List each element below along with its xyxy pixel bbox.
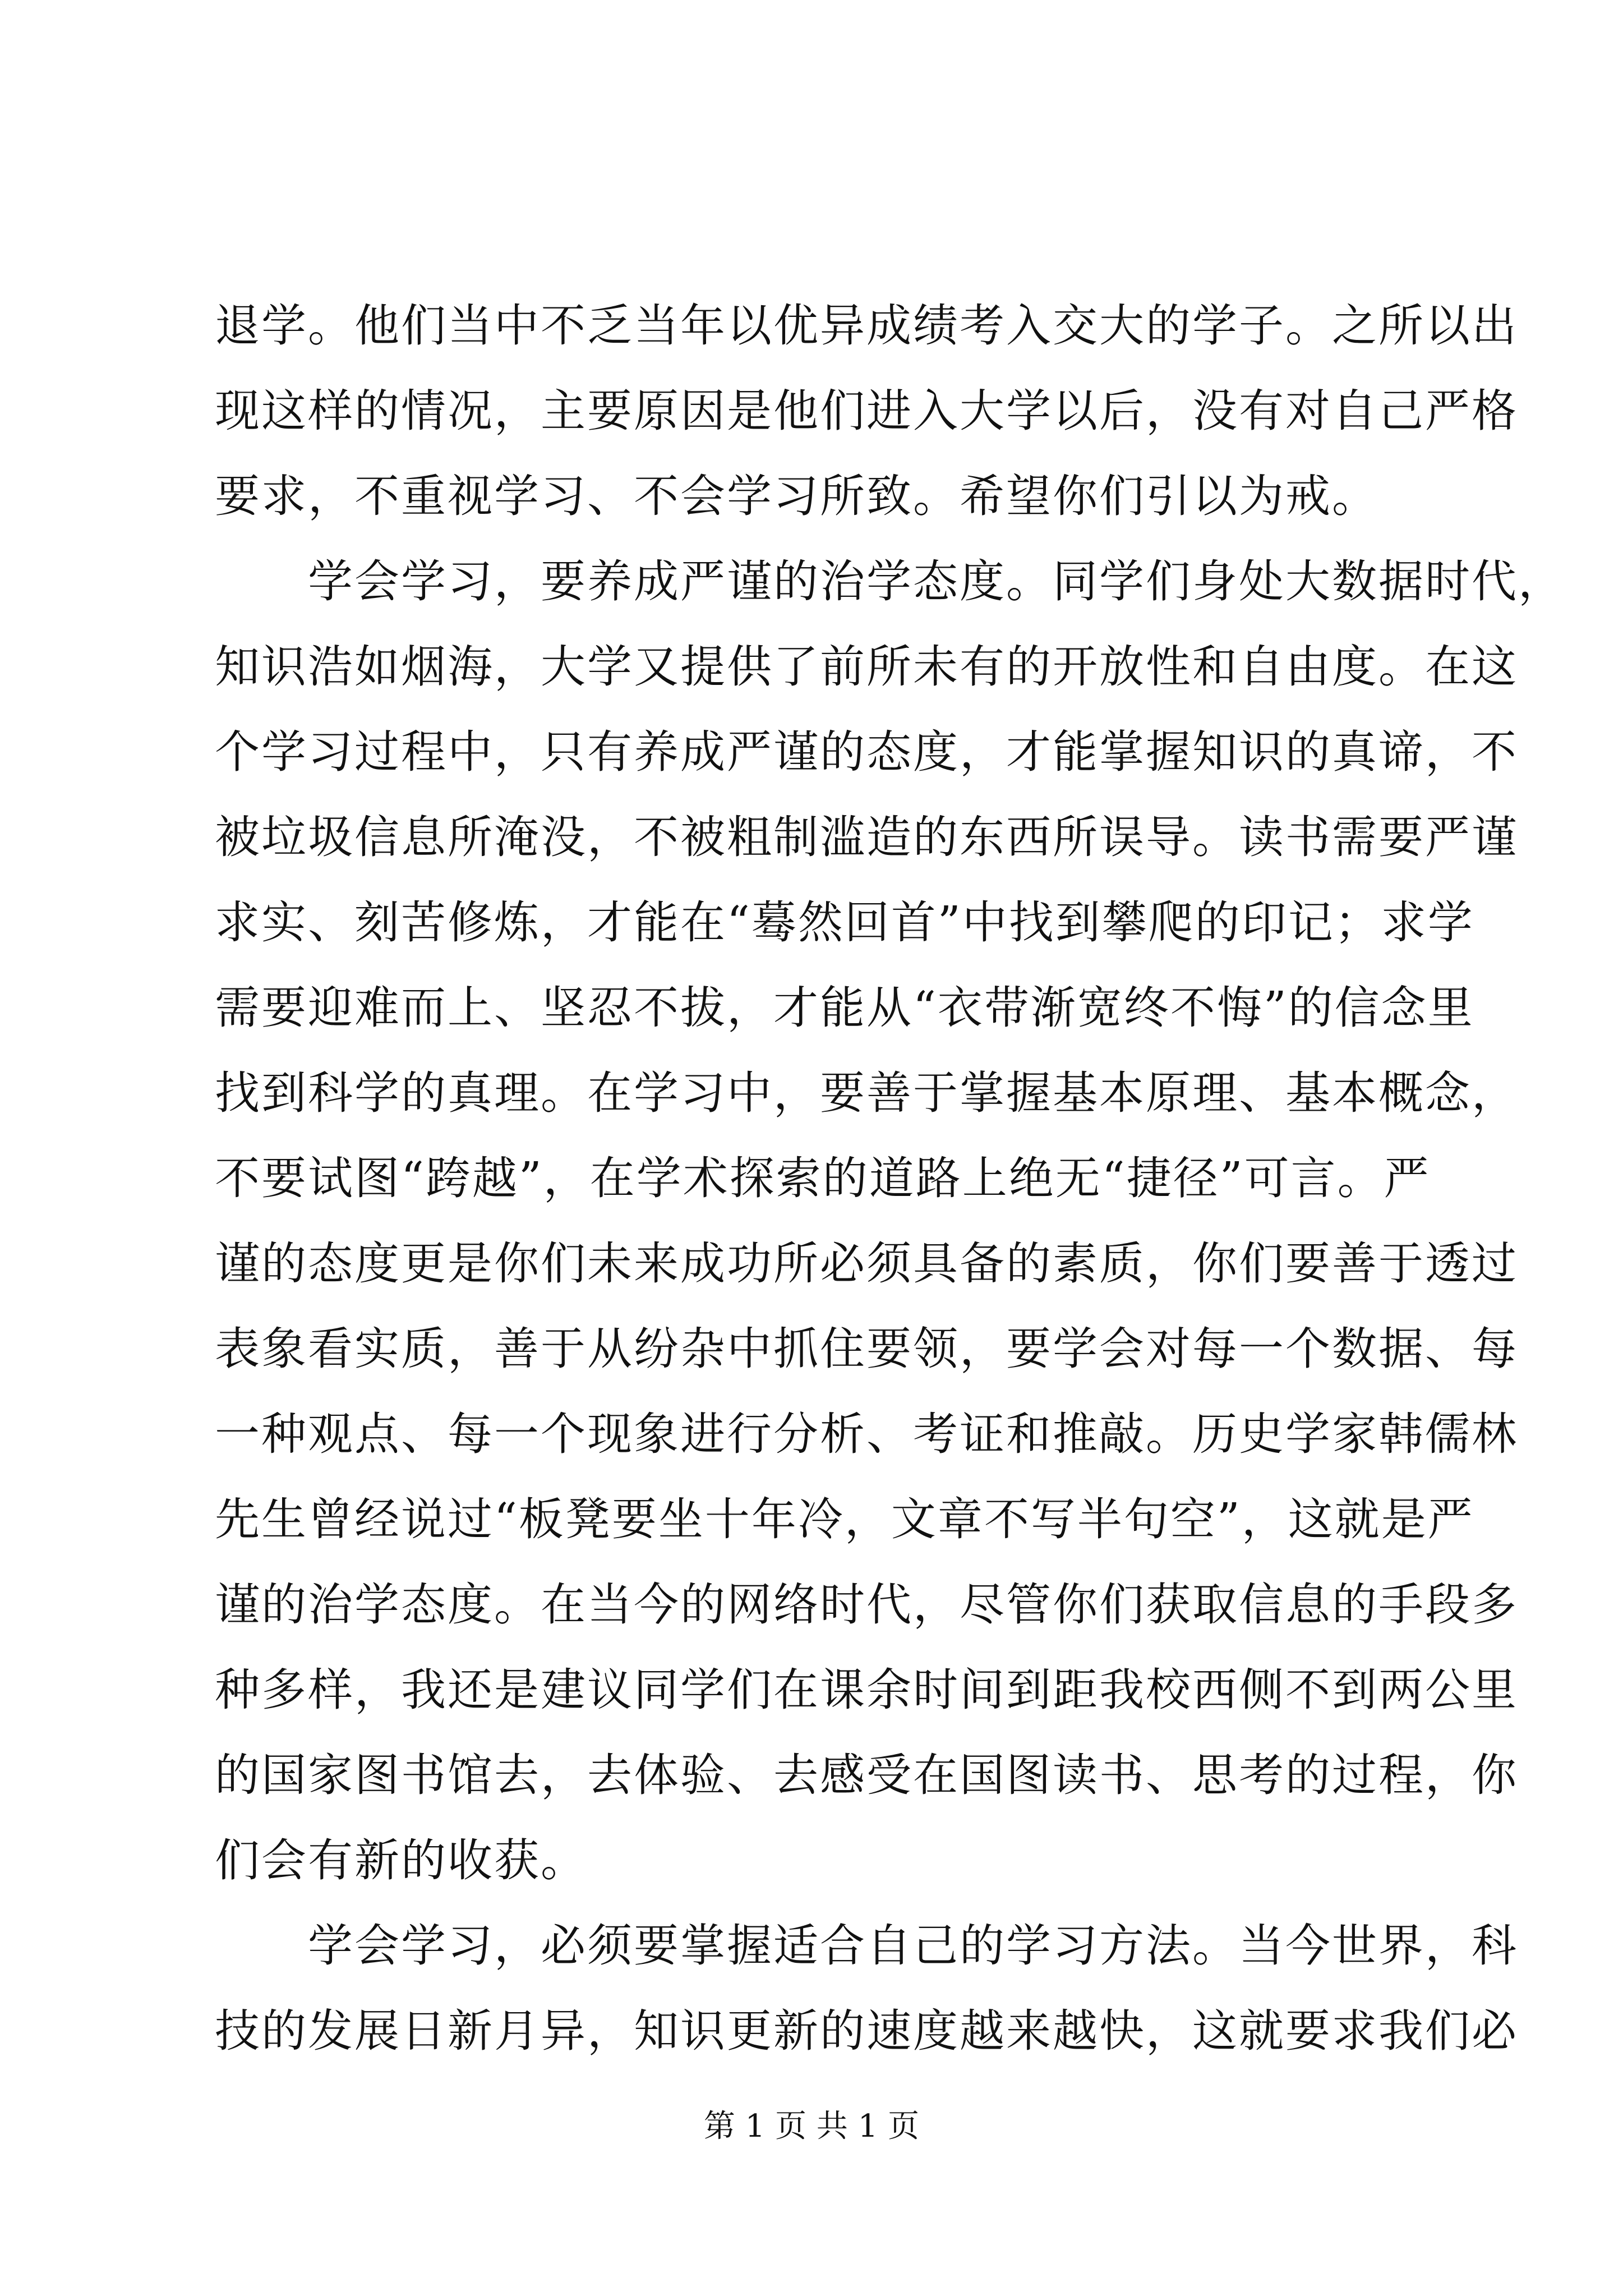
text-line: 要求，不重视学习、不会学习所致。希望你们引以为戒。 xyxy=(215,470,1378,522)
text-line: 们会有新的收获。 xyxy=(215,1834,587,1887)
text-line: 先生曾经说过“板凳要坐十年冷，文章不写半句空”，这就是严 xyxy=(215,1493,1474,1545)
text-line: 不要试图“跨越”，在学术探索的道路上绝无“捷径”可言。严 xyxy=(215,1152,1431,1204)
body-text xyxy=(215,283,1565,2074)
text-line: 的国家图书馆去，去体验、去感受在国图读书、思考的过程，你 xyxy=(215,1749,1518,1801)
text-line: 种多样，我还是建议同学们在课余时间到距我校西侧不到两公里 xyxy=(215,1664,1518,1716)
text-line: 个学习过程中，只有养成严谨的态度，才能掌握知识的真谛，不 xyxy=(215,726,1518,778)
text-line: 被垃圾信息所淹没，不被粗制滥造的东西所误导。读书需要严谨 xyxy=(215,811,1518,863)
text-line: 求实、刻苦修炼，才能在“蓦然回首”中找到攀爬的印记；求学 xyxy=(215,896,1474,949)
text-line: 退学。他们当中不乏当年以优异成绩考入交大的学子。之所以出 xyxy=(215,300,1518,352)
text-line: 需要迎难而上、坚忍不拔，才能从“衣带渐宽终不悔”的信念里 xyxy=(215,982,1474,1034)
page-footer: 第 1 页 共 1 页 xyxy=(703,2108,920,2145)
text-line: 谨的治学态度。在当今的网络时代，尽管你们获取信息的手段多 xyxy=(215,1579,1518,1631)
text-line: 表象看实质，善于从纷杂中抓住要领，要学会对每一个数据、每 xyxy=(215,1323,1518,1375)
text-line: 知识浩如烟海，大学又提供了前所未有的开放性和自由度。在这 xyxy=(215,641,1518,693)
text-line: 技的发展日新月异，知识更新的速度越来越快，这就要求我们必 xyxy=(215,2005,1518,2057)
text-line: 谨的态度更是你们未来成功所必须具备的素质，你们要善于透过 xyxy=(215,1237,1518,1290)
text-line: 现这样的情况，主要原因是他们进入大学以后，没有对自己严格 xyxy=(215,385,1518,437)
text-line: 一种观点、每一个现象进行分析、考证和推敲。历史学家韩儒林 xyxy=(215,1408,1518,1460)
text-line: 学会学习，要养成严谨的治学态度。同学们身处大数据时代， xyxy=(215,555,1565,608)
text-line: 学会学习，必须要掌握适合自己的学习方法。当今世界，科 xyxy=(215,1920,1518,1972)
text-line: 找到科学的真理。在学习中，要善于掌握基本原理、基本概念， xyxy=(215,1067,1518,1119)
